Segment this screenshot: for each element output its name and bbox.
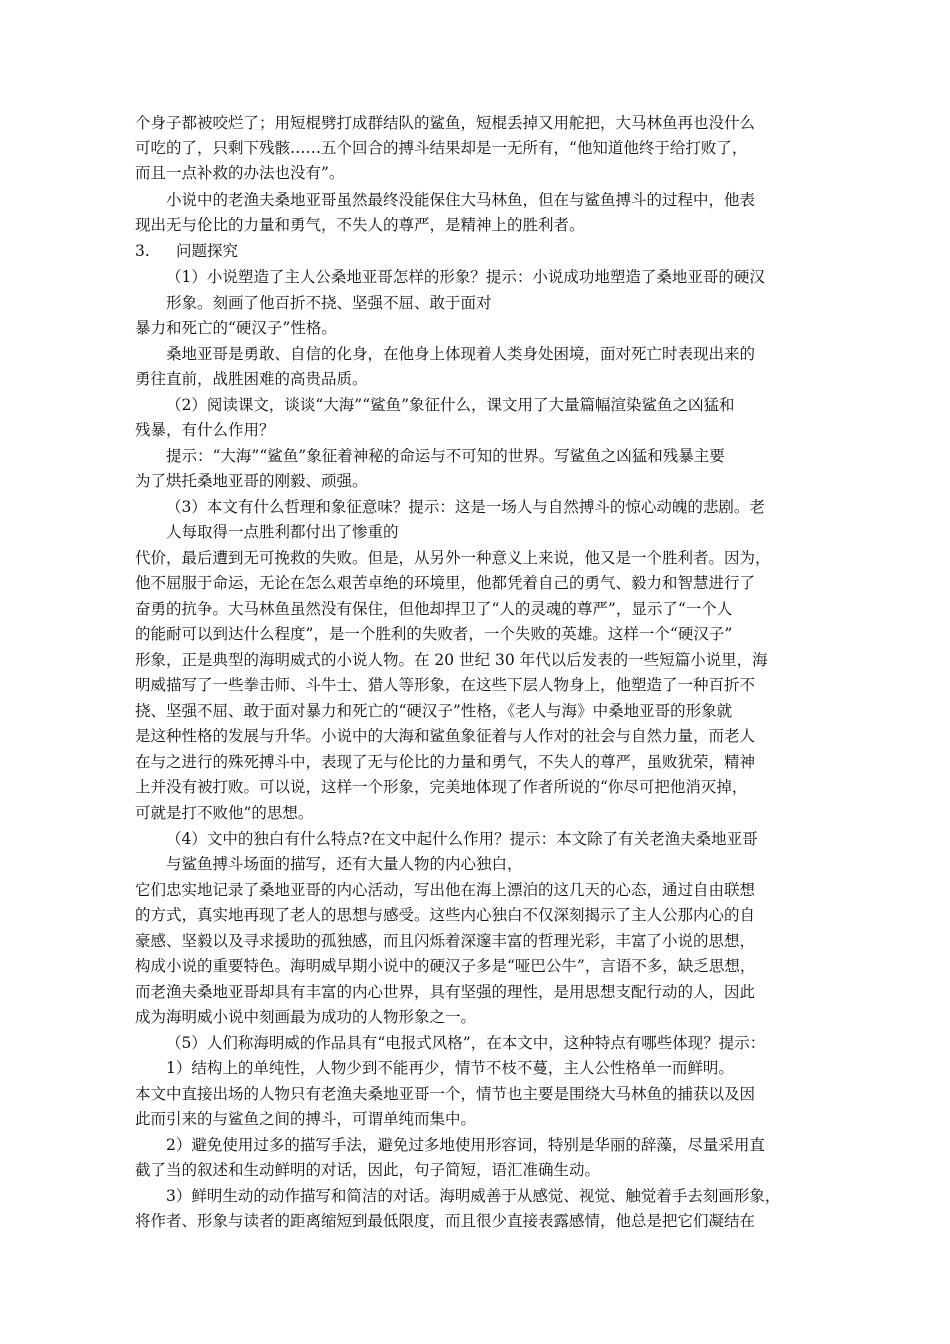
- text-line: 残暴，有什么作用？: [135, 421, 275, 439]
- section-heading: 问题探究: [176, 242, 239, 260]
- text-line: 形象。刻画了他百折不挠、坚强不屈、敢于面对: [166, 294, 492, 312]
- text-line: 形象，正是典型的海明威式的小说人物。在 20 世纪 30 年代以后发表的一些短篇小说里，海: [135, 651, 768, 669]
- question-2: （2）阅读课文，谈谈“大海”“鲨鱼”象征什么，课文用了大量篇幅渲染鲨鱼之凶猛和: [166, 396, 735, 414]
- section-number: 3.: [135, 242, 150, 260]
- text-line: 可吃的了，只剩下残骸……五个回合的搏斗结果却是一无所有，“他知道他终于给打败了，: [135, 139, 748, 157]
- text-line: 此而引来的与鲨鱼之间的搏斗，可谓单纯而集中。: [135, 1110, 477, 1128]
- point-1: 1）结构上的单纯性，人物少到不能再少，情节不枝不蔓，主人公性格单一而鲜明。: [166, 1059, 734, 1077]
- text-line: 的能耐可以到达什么程度”，是一个胜利的失败者，一个失败的英雄。这样一个“硬汉子”: [135, 625, 733, 643]
- text-line: 挠、坚强不屈、敢于面对暴力和死亡的“硬汉子”性格，《老人与海》中桑地亚哥的形象就: [135, 702, 733, 720]
- text-line: 个身子都被咬烂了；用短棍劈打成群结队的鲨鱼，短棍丢掉又用舵把，大马林鱼再也没什么: [135, 114, 756, 132]
- text-line: 奋勇的抗争。大马林鱼虽然没有保住，但他却捍卫了“人的灵魂的尊严”，显示了“一个人: [135, 600, 733, 618]
- text-line: 与鲨鱼搏斗场面的描写，还有大量人物的内心独白，: [166, 855, 523, 873]
- text-line: 构成小说的重要特色。海明威早期小说中的硬汉子多是“哑巴公牛”，言语不多，缺乏思想，: [135, 957, 756, 975]
- text-line: 代价，最后遭到无可挽救的失败。但是，从另外一种意义上来说，他又是一个胜利者。因为，: [135, 549, 771, 567]
- text-line: 小说中的老渔夫桑地亚哥虽然最终没能保住大马林鱼，但在与鲨鱼搏斗的过程中，他表: [166, 191, 756, 209]
- text-line: 截了当的叙述和生动鲜明的对话，因此，句子简短，语汇准确生动。: [135, 1161, 601, 1179]
- text-line: 现出无与伦比的力量和勇气，不失人的尊严，是精神上的胜利者。: [135, 216, 585, 234]
- text-line: 明威描写了一些拳击师、斗牛士、猎人等形象，在这些下层人物身上，他塑造了一种百折不: [135, 676, 756, 694]
- text-line: 桑地亚哥是勇敢、自信的化身，在他身上体现着人类身处困境，面对死亡时表现出来的: [166, 345, 756, 363]
- text-line: 上并没有被打败。可以说，这样一个形象，完美地体现了作者所说的“你尽可把他消灭掉，: [135, 778, 748, 796]
- text-line: 人每取得一点胜利都付出了惨重的: [166, 523, 399, 541]
- question-4: （4）文中的独白有什么特点?在文中起什么作用？提示：本文除了有关老渔夫桑地亚哥: [166, 830, 758, 848]
- point-2: 2）避免使用过多的描写手法，避免过多地使用形容词，特别是华丽的辞藻，尽量采用直: [166, 1136, 765, 1154]
- text-line: 而且一点补救的办法也没有”。: [135, 164, 345, 182]
- question-3: （3）本文有什么哲理和象征意味？提示：这是一场人与自然搏斗的惊心动魄的悲剧。老: [166, 498, 765, 516]
- text-line: 可就是打不败他”的思想。: [135, 804, 314, 822]
- text-line: 暴力和死亡的“硬汉子”性格。: [135, 319, 337, 337]
- text-line: 他不屈服于命运，无论在怎么艰苦卓绝的环境里，他都凭着自己的勇气、毅力和智慧进行了: [135, 574, 756, 592]
- text-line: 它们忠实地记录了桑地亚哥的内心活动，写出他在海上漂泊的这几天的心态，通过自由联想: [135, 881, 756, 899]
- text-line: 本文中直接出场的人物只有老渔夫桑地亚哥一个，情节也主要是围绕大马林鱼的捕获以及因: [135, 1085, 756, 1103]
- text-line: 在与之进行的殊死搏斗中，表现了无与伦比的力量和勇气，不失人的尊严，虽败犹荣，精神: [135, 753, 756, 771]
- text-line: 而老渔夫桑地亚哥却具有丰富的内心世界，具有坚强的理性，是用思想支配行动的人，因此: [135, 983, 756, 1001]
- text-line: 勇往直前，战胜困难的高贵品质。: [135, 370, 368, 388]
- text-line: 豪感、坚毅以及寻求援助的孤独感，而且闪烁着深邃丰富的哲理光彩，丰富了小说的思想，: [135, 932, 756, 950]
- text-line: 成为海明威小说中刻画最为成功的人物形象之一。: [135, 1008, 477, 1026]
- question-5: （5）人们称海明威的作品具有“电报式风格”，在本文中，这种特点有哪些体现？提示：: [166, 1034, 766, 1052]
- question-1: （1）小说塑造了主人公桑地亚哥怎样的形象？提示：小说成功地塑造了桑地亚哥的硬汉: [166, 268, 765, 286]
- text-line: 将作者、形象与读者的距离缩短到最低限度，而且很少直接表露感情，他总是把它们凝结在: [135, 1212, 756, 1230]
- text-line: 提示：“大海”“鲨鱼”象征着神秘的命运与不可知的世界。写鲨鱼之凶猛和残暴主要: [166, 447, 725, 465]
- text-line: 为了烘托桑地亚哥的刚毅、顽强。: [135, 472, 368, 490]
- text-line: 的方式，真实地再现了老人的思想与感受。这些内心独白不仅深刻揭示了主人公那内心的自: [135, 906, 756, 924]
- point-3: 3）鲜明生动的动作描写和简洁的对话。海明威善于从感觉、视觉、触觉着手去刻画形象，: [166, 1187, 781, 1205]
- text-line: 是这种性格的发展与升华。小说中的大海和鲨鱼象征着与人作对的社会与自然力量，而老人: [135, 727, 756, 745]
